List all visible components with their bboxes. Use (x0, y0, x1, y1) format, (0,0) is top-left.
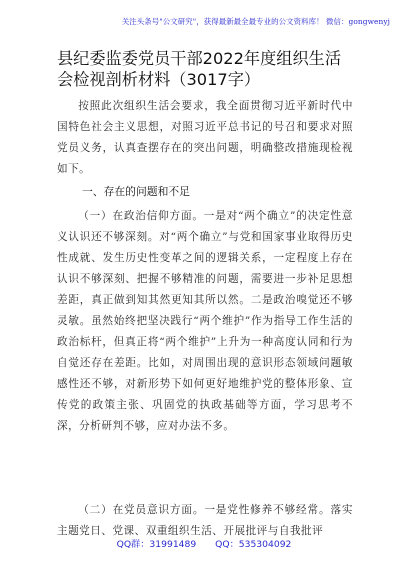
qq-group-text: QQ群：31991489 (116, 539, 197, 550)
contact-footer (0, 536, 408, 550)
promo-banner-text: 关注头条号"公文研究"，获得最新最全最专业的公文资料库！ 微信：gongwenyj (121, 17, 390, 26)
section-heading: 一、存在的问题和不足 (82, 185, 190, 198)
promo-banner (18, 6, 390, 40)
body-paragraph-party-awareness: （二）在党员意识方面。一是党性修养不够经常。落实主题党日、党课、双重组织生活、开展批评与自我批评 (57, 504, 353, 537)
qq-number-text: QQ：535304092 (215, 539, 292, 550)
body-paragraph-political: （一）在政治信仰方面。一是对“两个确立”的决定性意义认识还不够深刻。对“两个确立”与党和国家事业取得历史性成就、发生历史性变革之间的逻辑关系，一定程度上存在认识不够深刻、把握不够精准的问题，需要进一步补足思想差距，真正做到知其然更知其所以然。二是政治嗅觉还不够灵敏。虽然始终把坚决践行“两个维护”作为指导工作生活的政治标杆，但真正将“两个维护”上升为一种高度认同和行为自觉还存在差距。比如，对周围出现的意识形态领域问题敏感性还不够，对新形势下如何更好地维护党的整体形象、宣传党的政策主张、巩固党的执政基础等方面，学习思考不深，分析研判不够，应对办法不多。 (57, 210, 353, 432)
intro-paragraph: 按照此次组织生活会要求，我全面贯彻习近平新时代中国特色社会主义思想，对照习近平总书记的号召和要求对照党员义务，认真查摆存在的突出问题，明确整改措施现检视如下。 (57, 100, 353, 175)
document-title: 县纪委监委党员干部2022年度组织生活会检视剖析材料（3017字） (57, 49, 342, 89)
